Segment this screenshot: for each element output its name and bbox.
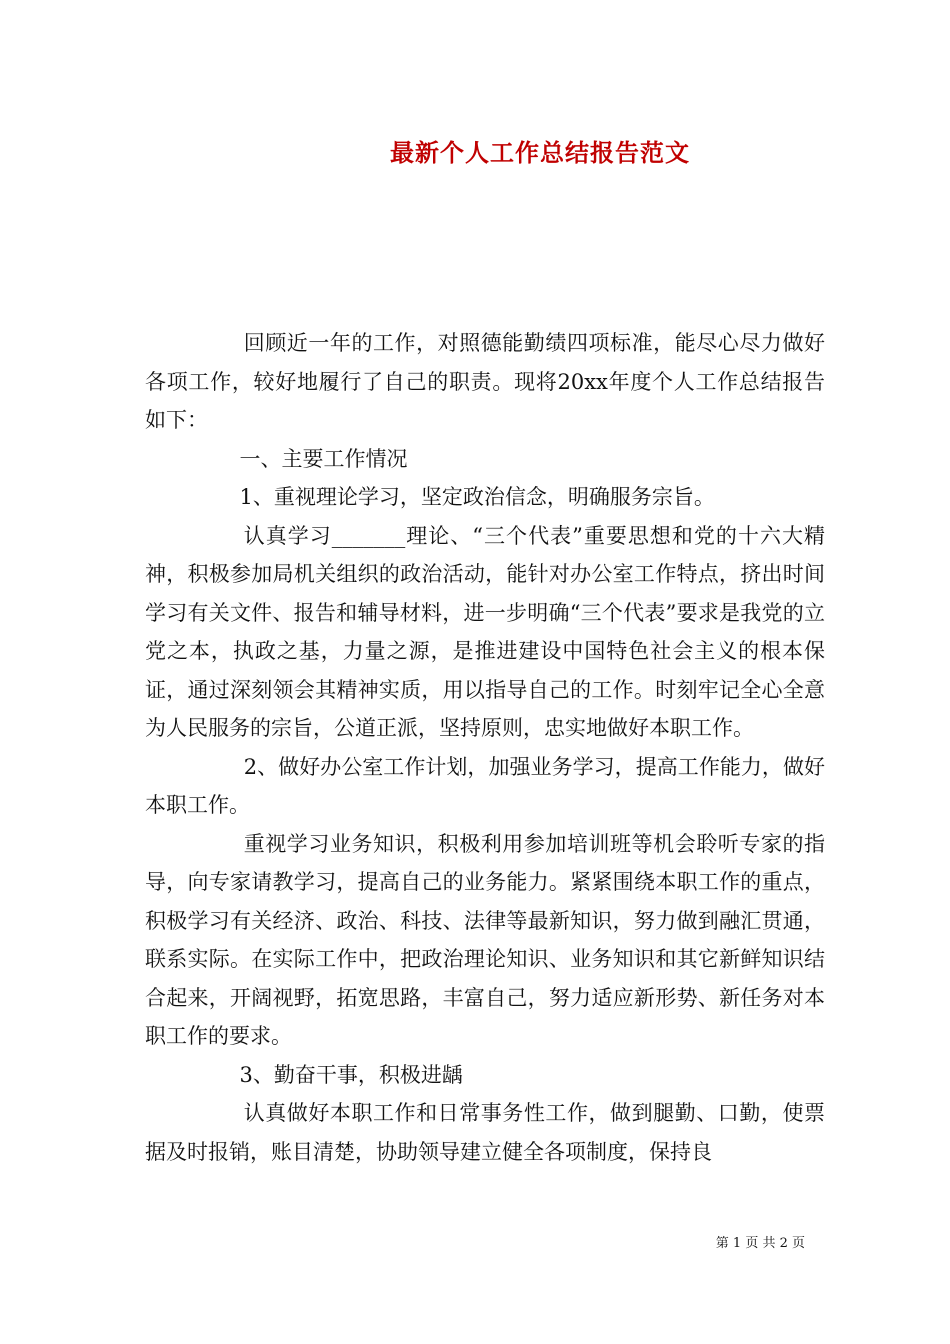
page-number-footer: 第 1 页 共 2 页 <box>715 1236 805 1251</box>
subheading-theory-study: 1、重视理论学习，坚定政治信念，明确服务宗旨。 <box>239 485 715 509</box>
paragraph-intro: 回顾近一年的工作，对照德能勤绩四项标准，能尽心尽力做好各项工作，较好地履行了自己的职责。现将20xx年度个人工作总结报告如下： <box>145 331 825 432</box>
section-heading-main-work: 一、主要工作情况 <box>239 446 408 471</box>
document-title: 最新个人工作总结报告范文 <box>390 138 690 167</box>
subheading-office-plan: 2、做好办公室工作计划，加强业务学习，提高工作能力，做好本职工作。 <box>145 754 825 817</box>
paragraph-daily-work: 认真做好本职工作和日常事务性工作，做到腿勤、口勤，使票据及时报销，账目清楚，协助领导建立健全各项制度，保持良 <box>145 1101 825 1164</box>
subheading-diligence: 3、勤奋干事，积极进龋 <box>239 1062 463 1087</box>
paragraph-business-study: 重视学习业务知识，积极利用参加培训班等机会聆听专家的指导，向专家请教学习，提高自己的业务能力。紧紧围绕本职工作的重点，积极学习有关经济、政治、科技、法律等最新知识，努力做到融汇贯通，联系实际。在实际工作中，把政治理论知识、业务知识和其它新鲜知识结合起来，开阔视野，拓宽思路，丰富自己，努力适应新形势、新任务对本职工作的要求。 <box>145 831 825 1048</box>
document-body <box>145 324 825 1171</box>
paragraph-theory-study: 认真学习_______理论、“三个代表”重要思想和党的十六大精神，积极参加局机关组织的政治活动，能针对办公室工作特点，挤出时间学习有关文件、报告和辅导材料，进一步明确“三个代表”要求是我党的立党之本，执政之基，力量之源，是推进建设中国特色社会主义的根本保证，通过深刻领会其精神实质，用以指导自己的工作。时刻牢记全心全意为人民服务的宗旨，公道正派，坚持原则，忠实地做好本职工作。 <box>145 523 825 740</box>
